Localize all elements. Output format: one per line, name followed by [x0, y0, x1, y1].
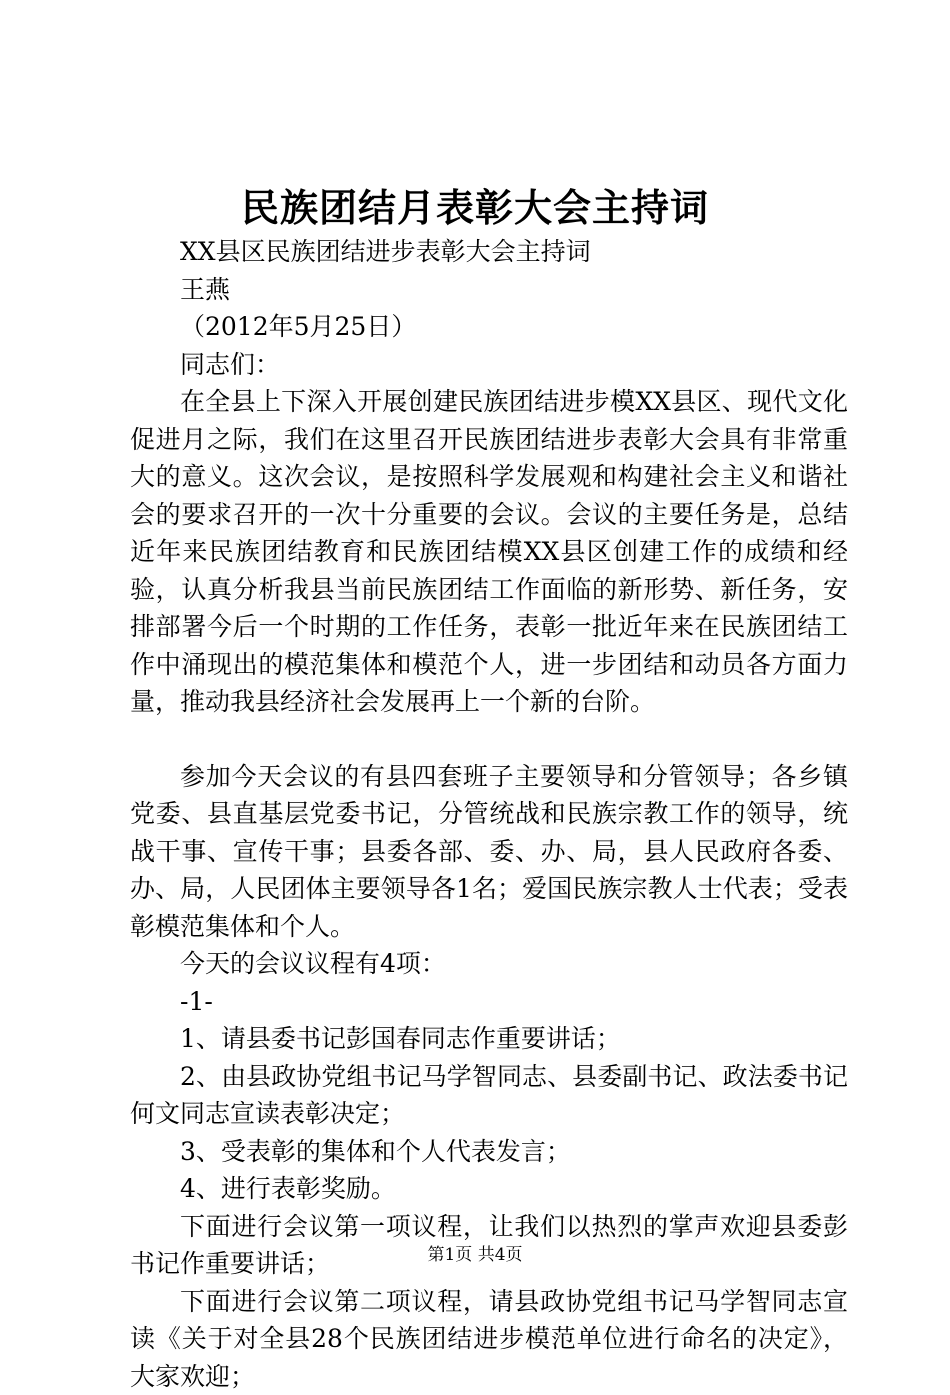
page-footer: 第1页 共4页 — [0, 1243, 950, 1267]
date-line: （2012年5月25日） — [130, 308, 848, 346]
agenda-item-3: 3、受表彰的集体和个人代表发言； — [130, 1133, 848, 1171]
agenda-item-1: 1、请县委书记彭国春同志作重要讲话； — [130, 1020, 848, 1058]
paragraph-attendees: 参加今天会议的有县四套班子主要领导和分管领导；各乡镇党委、县直基层党委书记，分管统战和民族宗教工作的领导，统战干事、宣传干事；县委各部、委、办、局，县人民政府各委、办、局，人民团体主要领导各1名；爱国民族宗教人士代表；受表彰模范集体和个人。 — [130, 758, 848, 946]
agenda-item-4: 4、进行表彰奖励。 — [130, 1170, 848, 1208]
subtitle-line: XX县区民族团结进步表彰大会主持词 — [130, 233, 848, 271]
inline-page-marker: -1- — [130, 983, 848, 1021]
paragraph-first-item: 下面进行会议第一项议程，让我们以热烈的掌声欢迎县委彭书记作重要讲话； — [130, 1208, 848, 1283]
paragraph-agenda-heading: 今天的会议议程有4项： — [130, 945, 848, 983]
agenda-item-2: 2、由县政协党组书记马学智同志、县委副书记、政法委书记何文同志宣读表彰决定； — [130, 1058, 848, 1133]
document-body — [130, 233, 848, 1395]
author-line: 王燕 — [130, 271, 848, 309]
paragraph-intro: 在全县上下深入开展创建民族团结进步模XX县区、现代文化促进月之际，我们在这里召开民族团结进步表彰大会具有非常重大的意义。这次会议，是按照科学发展观和构建社会主义和谐社会的要求召开的一次十分重要的会议。会议的主要任务是，总结近年来民族团结教育和民族团结模XX县区创建工作的成绩和经验，认真分析我县当前民族团结工作面临的新形势、新任务，安排部署今后一个时期的工作任务，表彰一批近年来在民族团结工作中涌现出的模范集体和模范个人，进一步团结和动员各方面力量，推动我县经济社会发展再上一个新的台阶。 — [130, 383, 848, 721]
salutation-line: 同志们： — [130, 346, 848, 384]
paragraph-spacer — [130, 721, 848, 758]
document-title: 民族团结月表彰大会主持词 — [0, 184, 950, 232]
paragraph-second-item: 下面进行会议第二项议程，请县政协党组书记马学智同志宣读《关于对全县28个民族团结进步模范单位进行命名的决定》，大家欢迎； — [130, 1283, 848, 1395]
